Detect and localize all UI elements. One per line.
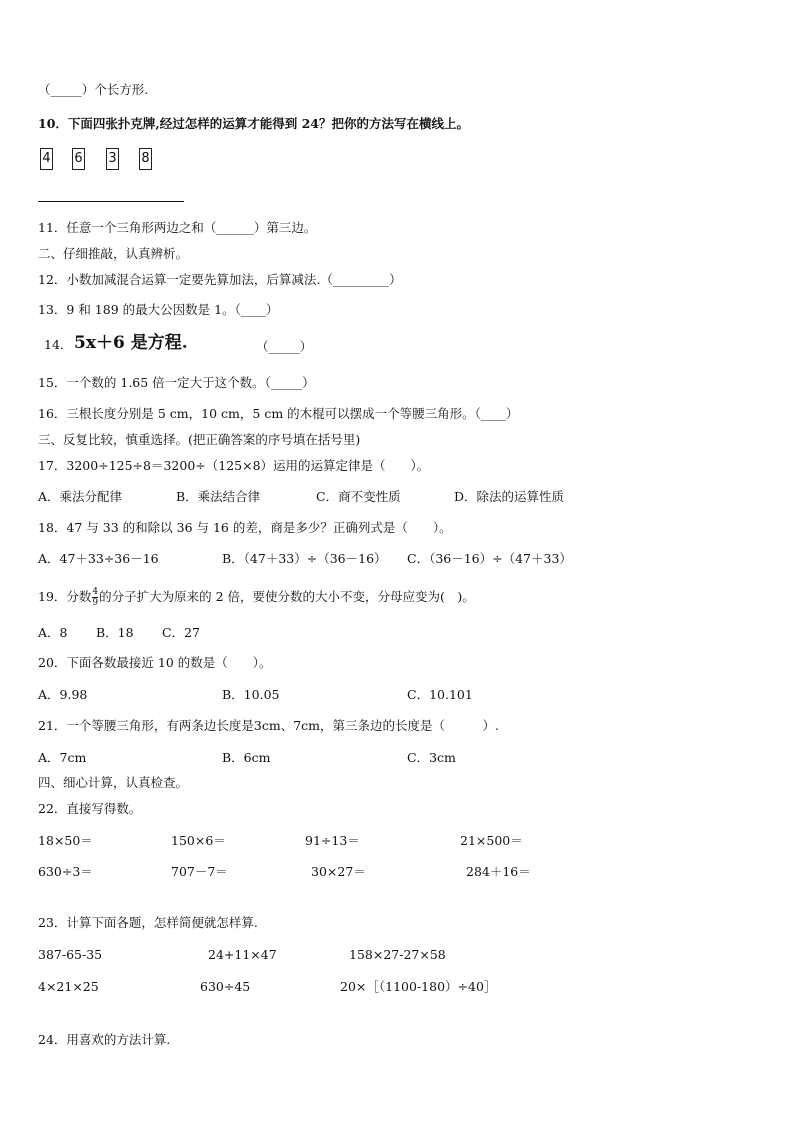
fraction-denominator: 9: [92, 598, 99, 608]
calc-item: 387-65-35: [38, 947, 103, 962]
option-b: B．10.05: [222, 687, 280, 702]
playing-cards: [40, 148, 170, 170]
option-c: C．（36－16）÷（47＋33）: [407, 551, 572, 566]
calc-item: 24+11×47: [208, 947, 277, 962]
card-six: 6: [72, 148, 85, 170]
calc-item: 30×27＝: [311, 864, 366, 879]
calc-item: 4×21×25: [38, 979, 99, 994]
calc-item: 630÷45: [200, 979, 251, 994]
option-a: A．乘法分配律: [38, 489, 123, 504]
option-c: C．27: [162, 625, 200, 640]
option-d: D．除法的运算性质: [454, 489, 565, 504]
card-four: 4: [40, 148, 53, 170]
section-4-heading: 四、细心计算，认真检查。: [38, 775, 189, 790]
calc-item: 21×500＝: [460, 833, 523, 848]
question-10: 10．下面四张扑克牌,经过怎样的运算才能得到 24？把你的方法写在横线上。: [38, 116, 469, 131]
question-23: 23．计算下面各题，怎样简便就怎样算.: [38, 915, 258, 930]
question-21: 21．一个等腰三角形，有两条边长度是3cm、7cm，第三条边的长度是（ ）.: [38, 718, 499, 733]
calc-item: 18×50＝: [38, 833, 93, 848]
calc-item: 91÷13＝: [305, 833, 360, 848]
question-19: [38, 586, 475, 608]
question-17: 17．3200÷125÷8＝3200÷（125×8）运用的运算定律是（ ）。: [38, 458, 430, 473]
question-14-expression: 5x＋6 是方程.: [74, 333, 188, 353]
option-a: A．8: [38, 625, 68, 640]
calc-item: 150×6＝: [171, 833, 226, 848]
question-22: 22．直接写得数。: [38, 801, 142, 816]
question-16: 16．三根长度分别是 5 cm，10 cm，5 cm 的木棍可以摆成一个等腰三角形。（____）: [38, 406, 519, 421]
question-14-blank: （_____）: [256, 339, 313, 354]
question-19-prefix: 19．分数: [38, 589, 92, 604]
calc-item: 158×27-27×58: [349, 947, 446, 962]
question-18: 18．47 与 33 的和除以 36 与 16 的差，商是多少？正确列式是（ ）。: [38, 520, 452, 535]
option-b: B．18: [96, 625, 134, 640]
question-continuation: （_____）个长方形.: [38, 82, 149, 97]
section-2-heading: 二、仔细推敲，认真辨析。: [38, 246, 189, 261]
question-13: 13．9 和 189 的最大公因数是 1。（____）: [38, 302, 279, 317]
question-11: 11．任意一个三角形两边之和（______）第三边。: [38, 220, 317, 235]
option-c: C．3cm: [407, 750, 456, 765]
option-a: A．47＋33÷36－16: [38, 551, 159, 566]
question-12: 12．小数加减混合运算一定要先算加法，后算减法.（_________）: [38, 272, 402, 287]
option-c: C．商不变性质: [316, 489, 401, 504]
question-15: 15．一个数的 1.65 倍一定大于这个数。（_____）: [38, 375, 315, 390]
option-b: B．（47＋33）÷（36－16）: [222, 551, 387, 566]
section-3-heading: 三、反复比较，慎重选择。(把正确答案的序号填在括号里): [38, 432, 361, 447]
option-b: B．乘法结合律: [176, 489, 261, 504]
card-eight: 8: [139, 148, 152, 170]
card-three: 3: [106, 148, 119, 170]
option-a: A．7cm: [38, 750, 87, 765]
question-14-number: 14．: [44, 337, 73, 352]
option-c: C．10.101: [407, 687, 473, 702]
answer-line: [38, 201, 184, 202]
calc-item: 20×［（1100-180）÷40］: [340, 979, 497, 994]
fraction-four-ninths: [92, 587, 98, 608]
option-a: A．9.98: [38, 687, 88, 702]
question-24: 24．用喜欢的方法计算.: [38, 1032, 171, 1047]
option-b: B．6cm: [222, 750, 271, 765]
calc-item: 707－7＝: [171, 864, 228, 879]
question-20: 20．下面各数最接近 10 的数是（ ）。: [38, 655, 272, 670]
calc-item: 630÷3＝: [38, 864, 93, 879]
calc-item: 284＋16＝: [466, 864, 531, 879]
question-19-suffix: 的分子扩大为原来的 2 倍，要使分数的大小不变，分母应变为( )。: [99, 589, 475, 604]
fraction-numerator: 4: [92, 587, 99, 597]
